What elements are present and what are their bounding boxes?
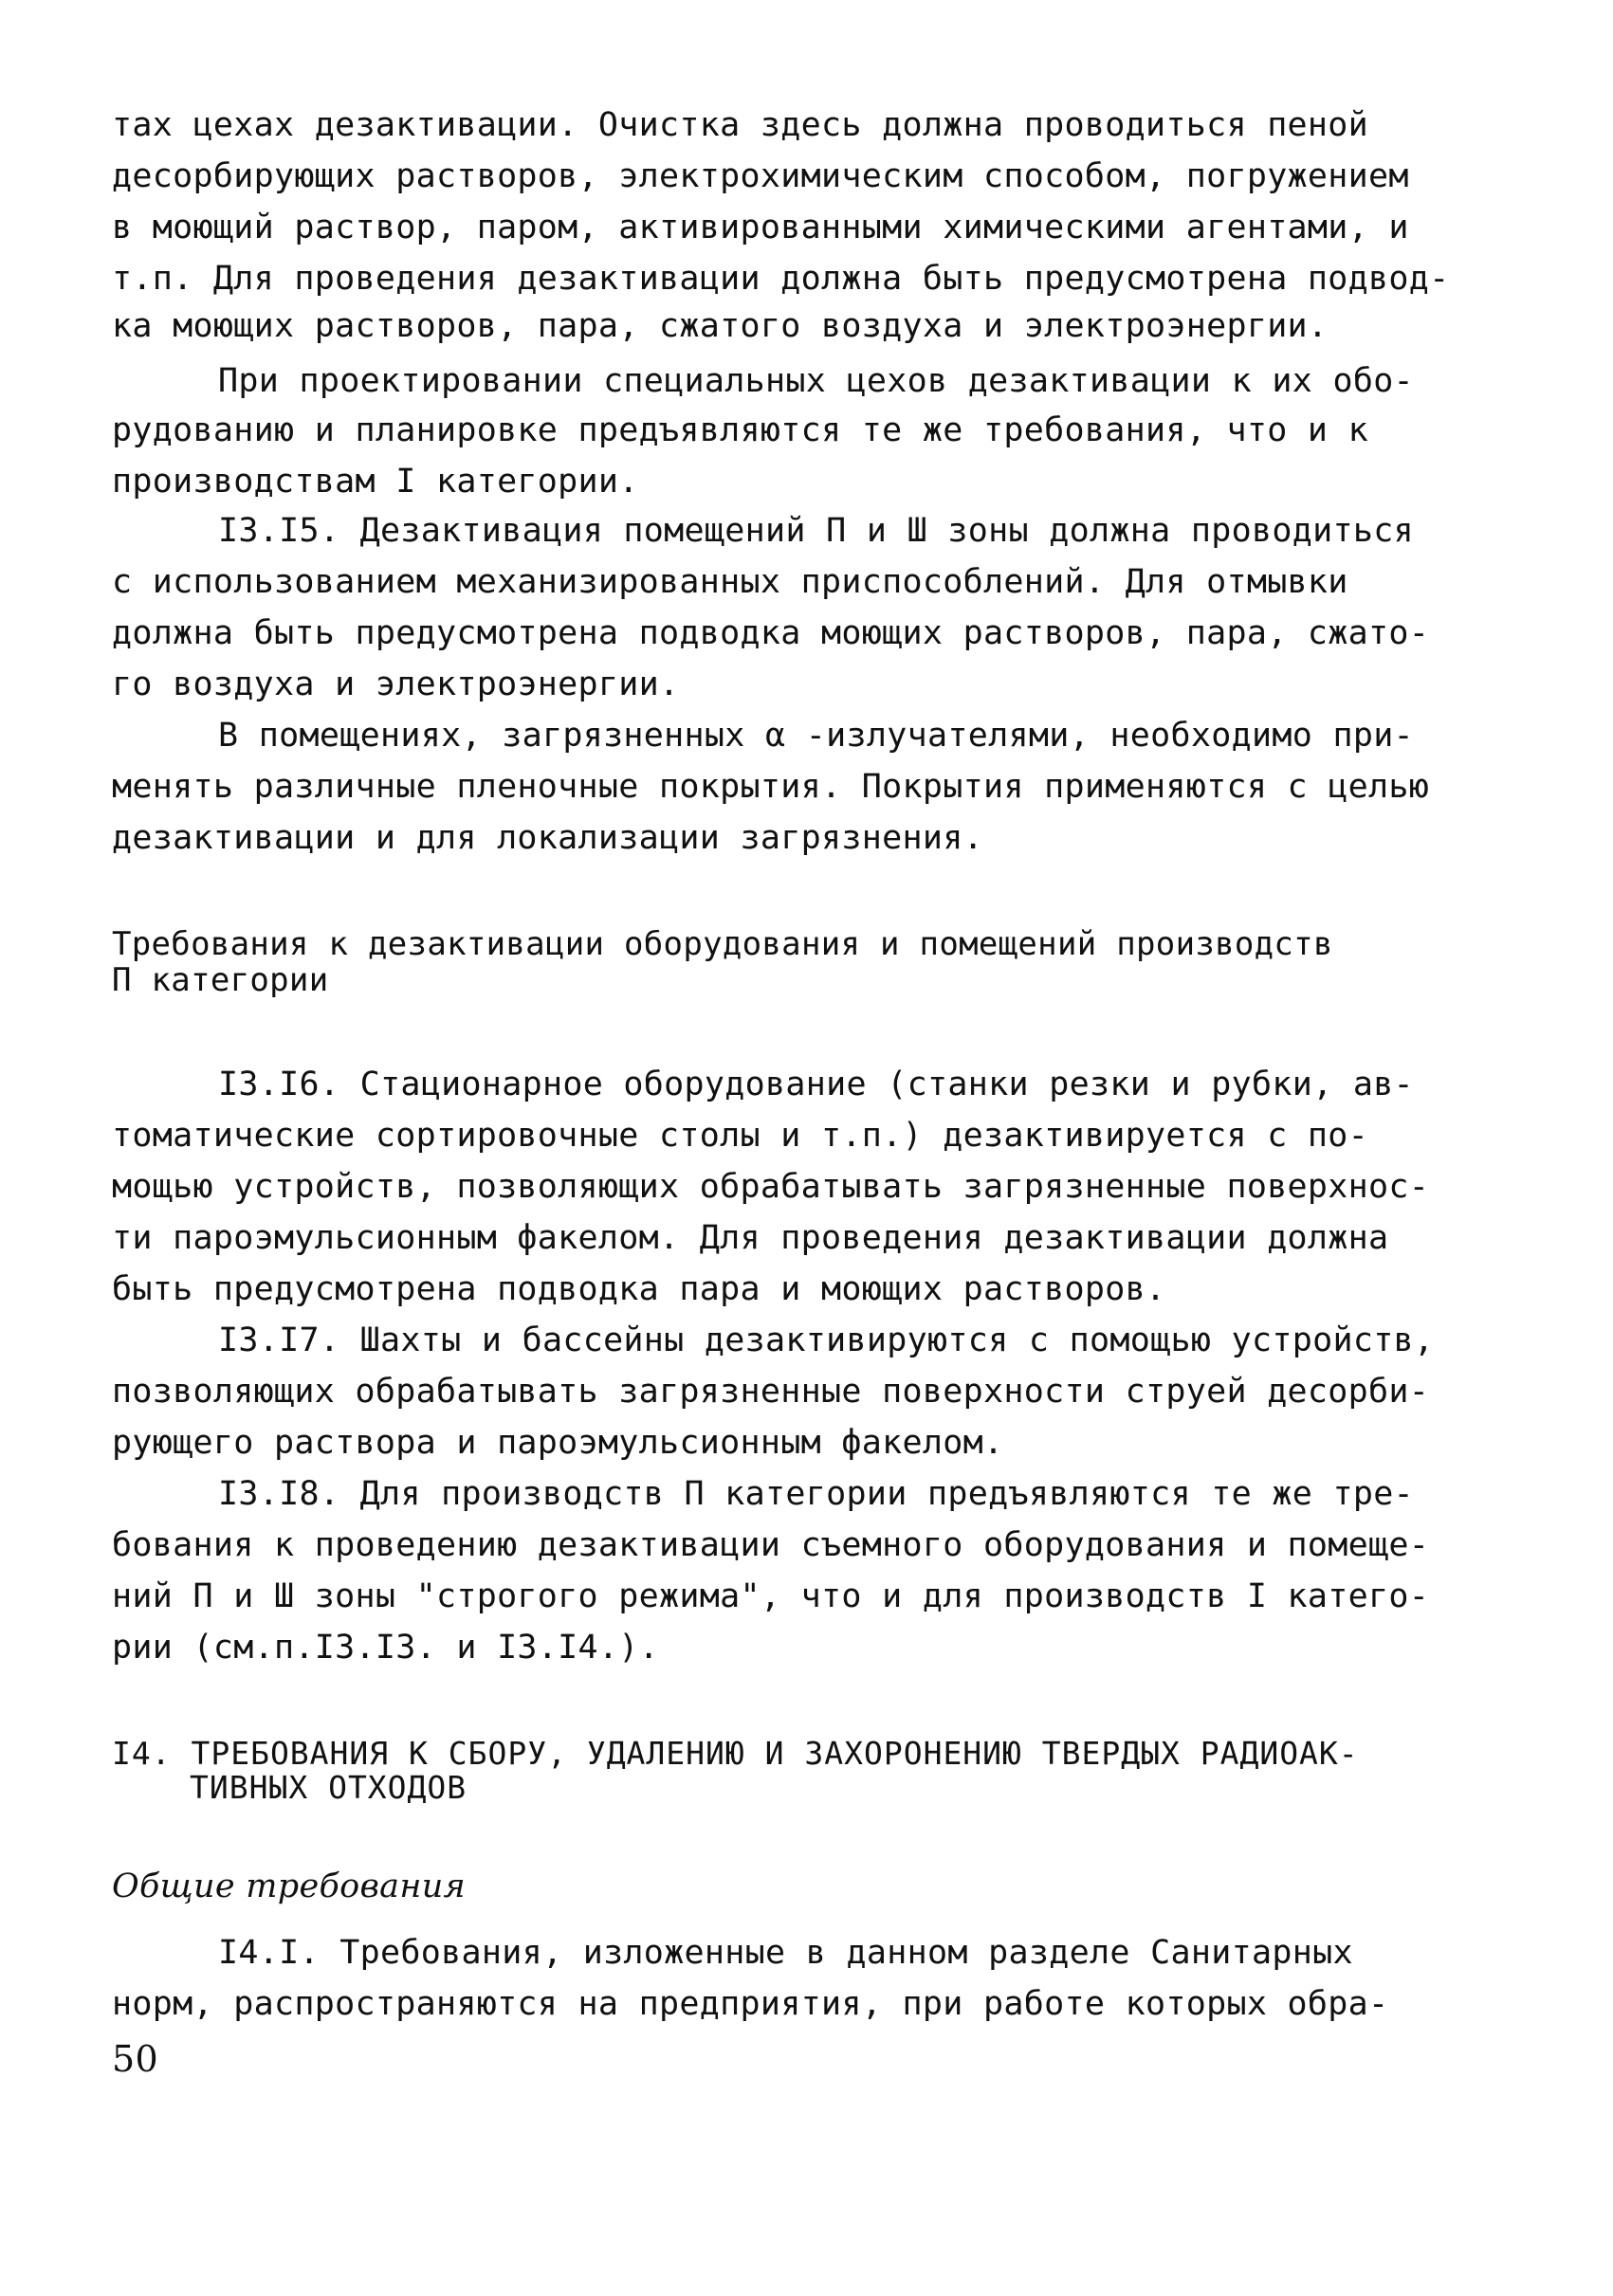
text-line: должна быть предусмотрена подводка моющих растворов, пара, сжато- [112,614,1430,652]
text-line: I3.I6. Стационарное оборудование (станки резки и рубки, ав- [218,1066,1414,1103]
text-line: в моющий раствор, паром, активированными химическими агентами, и [112,209,1409,246]
section-heading: ТИВНЫХ ОТХОДОВ [190,1769,467,1806]
text-line: ка моющих растворов, пара, сжатого воздуха и электроэнергии. [112,307,1329,345]
text-line: с использованием механизированных приспособлений. Для отмывки [112,563,1348,601]
subsection-heading: П категории [112,961,329,999]
text-line: При проектировании специальных цехов дезактивации к их обо- [218,362,1414,400]
text-line: рующего раствора и пароэмульсионным факелом. [112,1424,1004,1462]
text-line: В помещениях, загрязненных α -излучателями, необходимо при- [218,717,1414,755]
text-line: I4.I. Требования, изложенные в данном разделе Санитарных [218,1934,1353,1972]
text-line: дезактивации и для локализации загрязнения. [112,819,983,857]
text-line: десорбирующих растворов, электрохимическим способом, погружением [112,157,1409,195]
text-line: тах цехах дезактивации. Очистка здесь должна проводиться пеной [112,106,1369,144]
text-line: менять различные пленочные покрытия. Покрытия применяются с целью [112,768,1430,806]
text-line: рудованию и планировке предъявляются те же требования, что и к [112,411,1369,449]
page-number: 50 [112,2038,158,2080]
text-line: бования к проведению дезактивации съемного оборудования и помеще- [112,1526,1430,1564]
text-line: го воздуха и электроэнергии. [112,665,680,703]
text-line: быть предусмотрена подводка пара и моющих растворов. [112,1270,1166,1308]
section-heading: I4. ТРЕБОВАНИЯ К СБОРУ, УДАЛЕНИЮ И ЗАХОРОНЕНИЮ ТВЕРДЫХ РАДИОАК- [112,1735,1359,1772]
text-line: мощью устройств, позволяющих обрабатывать загрязненные поверхнос- [112,1168,1430,1206]
text-line: I3.I5. Дезактивация помещений П и Ш зоны должна проводиться [218,512,1414,550]
text-line: т.п. Для проведения дезактивации должна быть предусмотрена подвод- [112,260,1450,298]
text-line: рии (см.п.I3.I3. и I3.I4.). [112,1629,660,1667]
text-line: I3.I7. Шахты и бассейны дезактивируются с помощью устройств, [218,1321,1435,1359]
text-line: I3.I8. Для производств П категории предъявляются те же тре- [218,1475,1414,1513]
subsection-heading: Требования к дезактивации оборудования и помещений производств [112,925,1333,963]
general-requirements-heading: Общие требования [112,1868,467,1905]
text-line: норм, распространяются на предприятия, при работе которых обра- [112,1985,1389,2023]
text-line: производствам I категории. [112,463,639,501]
text-line: позволяющих обрабатывать загрязненные поверхности струей десорби- [112,1373,1430,1411]
text-line: ний П и Ш зоны "строгого режима", что и для производств I катего- [112,1577,1430,1615]
text-line: ти пароэмульсионным факелом. Для проведения дезактивации должна [112,1219,1389,1257]
text-line: томатические сортировочные столы и т.п.) дезактивируется с по- [112,1117,1369,1155]
